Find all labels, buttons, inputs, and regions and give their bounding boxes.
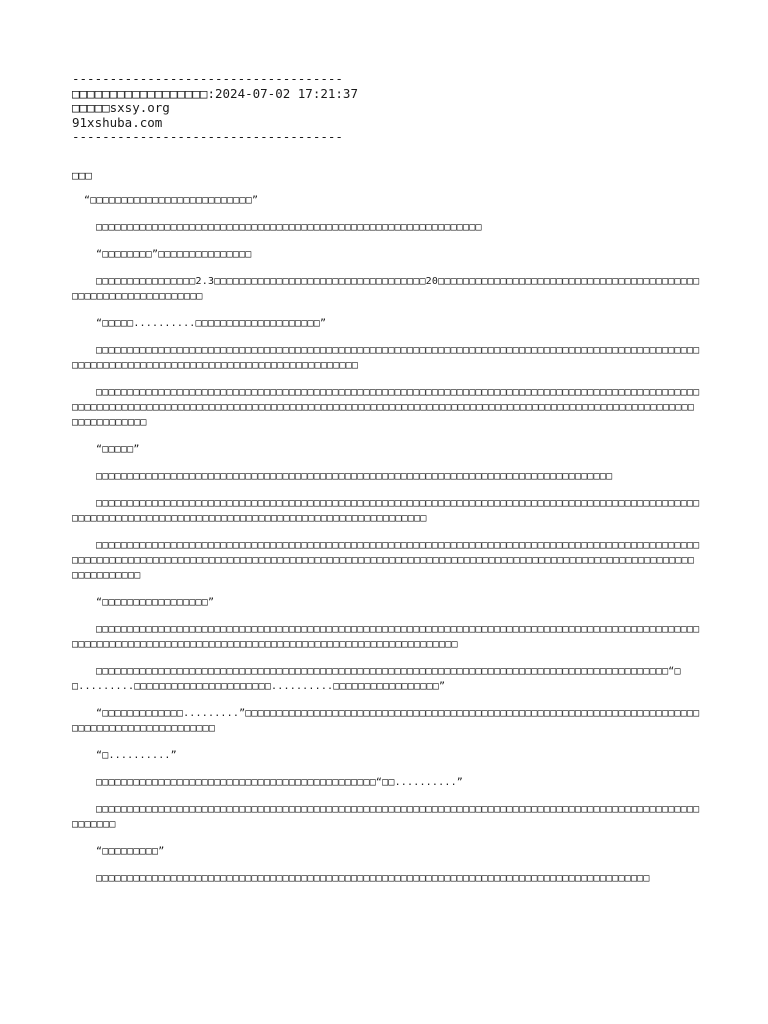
paragraph: “□□□□□□□□”□□□□□□□□□□□□□□□ (96, 248, 252, 260)
paragraph: □□□□□□□□□□□□□□□□□□□□□□□□□□□□□□□□□□□□□□□□□□□□□□□□□□□□□□□□□□□□□□□□□□□□□□□□□□□□□□□□□□□□□□□□□□□□□□□□□□□□□□□□□□□□□□□□□□□□□□□□□□□□□□□□□□□□□□□□□□□□□□□□□□□□□□□□□□□□□□□ (72, 623, 700, 650)
body-text (72, 193, 700, 886)
paragraph: “□□□□□□□□□□□□□□□□□” (96, 596, 215, 608)
header-block (72, 72, 700, 145)
paragraph: □□□□□□□□□□□□□□□□□□□□□□□□□□□□□□□□□□□□□□□□□□□□□“□□..........” (96, 776, 464, 788)
paragraph: □□□□□□□□□□□□□□□□2.3□□□□□□□□□□□□□□□□□□□□□□□□□□□□□□□□□□20□□□□□□□□□□□□□□□□□□□□□□□□□□□□□□□□□□□□□□□□□□□□□□□□□□□□□□□□□□□□□□□ (72, 275, 700, 302)
paragraph: □□□□□□□□□□□□□□□□□□□□□□□□□□□□□□□□□□□□□□□□□□□□□□□□□□□□□□□□□□□□□□□□□□□□□□□□□□□□□□□□□□□□□□□□□□□□□□□□□□□□□□□□□□□□□□□□□□□□□□□□□□□□□□□□□□□□□□□□□□□□□□□□□□□□□□□□□□ (72, 497, 700, 524)
site-domain: 91xshuba.com (72, 114, 163, 130)
paragraph: “□□□□□□□□□□□□□.........”□□□□□□□□□□□□□□□□□□□□□□□□□□□□□□□□□□□□□□□□□□□□□□□□□□□□□□□□□□□□□□□□□□□□□□□□□□□□□□□□□□□□□□□□□□□□□□□□ (72, 707, 700, 734)
paragraph: □□□□□□□□□□□□□□□□□□□□□□□□□□□□□□□□□□□□□□□□□□□□□□□□□□□□□□□□□□□□□□□□□□□□□□□□□□□□□□□□□□□□□□□□□ (96, 872, 650, 884)
document-page (72, 72, 700, 898)
site-line: □□□□□sxsy.org (72, 100, 170, 115)
paragraph: □□□□□□□□□□□□□□□□□□□□□□□□□□□□□□□□□□□□□□□□□□□□□□□□□□□□□□□□□□□□□□□□□□□□□□□□□□□□□□□□□□□□□□□□□□□□□□□□□□□□□□□□□□□□□□□□□□□□□□□□□□□□□□□□□□□□□□□□□□□□□□□□□□□□□□□□□□□□□□□□□□□□□□□□□□□□□□□□□□□□□□□□□□□□□□□□□□□□□□□□□□□□□□□□□ (72, 386, 700, 428)
rule-top: ------------------------------------ (72, 71, 343, 86)
paragraph: □□□□□□□□□□□□□□□□□□□□□□□□□□□□□□□□□□□□□□□□□□□□□□□□□□□□□□□□□□□□□□□□□□□□□□□□□□□□□□□□□□□□□□□□□□□□□□□□□□□□□□□□ (72, 803, 700, 830)
rule-bottom: ------------------------------------ (72, 129, 343, 144)
paragraph: □□□□□□□□□□□□□□□□□□□□□□□□□□□□□□□□□□□□□□□□□□□□□□□□□□□□□□□□□□□□□□□□□□□□□□□□□□□□□□□□□□□□□□□□□□□□“□□.........□□□□□□□□□□□□□□□□□□□□□□..........□□□□□□□□□□□□□□□□□” (72, 665, 681, 692)
paragraph: “□□□□□□□□□□□□□□□□□□□□□□□□□□” (84, 194, 259, 206)
paragraph: □□□□□□□□□□□□□□□□□□□□□□□□□□□□□□□□□□□□□□□□□□□□□□□□□□□□□□□□□□□□□□ (96, 221, 482, 233)
chapter-heading: □□□ (72, 168, 92, 182)
paragraph: “□□□□□□□□□” (96, 845, 165, 857)
paragraph: “□□□□□..........□□□□□□□□□□□□□□□□□□□□” (96, 317, 327, 329)
paragraph: “□..........” (96, 749, 177, 761)
paragraph: “□□□□□” (96, 443, 140, 455)
paragraph: □□□□□□□□□□□□□□□□□□□□□□□□□□□□□□□□□□□□□□□□□□□□□□□□□□□□□□□□□□□□□□□□□□□□□□□□□□□□□□□□□□□ (96, 470, 613, 482)
download-time-line: □□□□□□□□□□□□□□□□□□:2024-07-02 17:21:37 (72, 85, 358, 101)
paragraph: □□□□□□□□□□□□□□□□□□□□□□□□□□□□□□□□□□□□□□□□□□□□□□□□□□□□□□□□□□□□□□□□□□□□□□□□□□□□□□□□□□□□□□□□□□□□□□□□□□□□□□□□□□□□□□□□□□□□□□□□□□□□□□□□□□□□□□□□□□□□□□□ (72, 344, 700, 371)
paragraph: □□□□□□□□□□□□□□□□□□□□□□□□□□□□□□□□□□□□□□□□□□□□□□□□□□□□□□□□□□□□□□□□□□□□□□□□□□□□□□□□□□□□□□□□□□□□□□□□□□□□□□□□□□□□□□□□□□□□□□□□□□□□□□□□□□□□□□□□□□□□□□□□□□□□□□□□□□□□□□□□□□□□□□□□□□□□□□□□□□□□□□□□□□□□□□□□□□□□□□□□□□□□□□□□ (72, 539, 700, 581)
